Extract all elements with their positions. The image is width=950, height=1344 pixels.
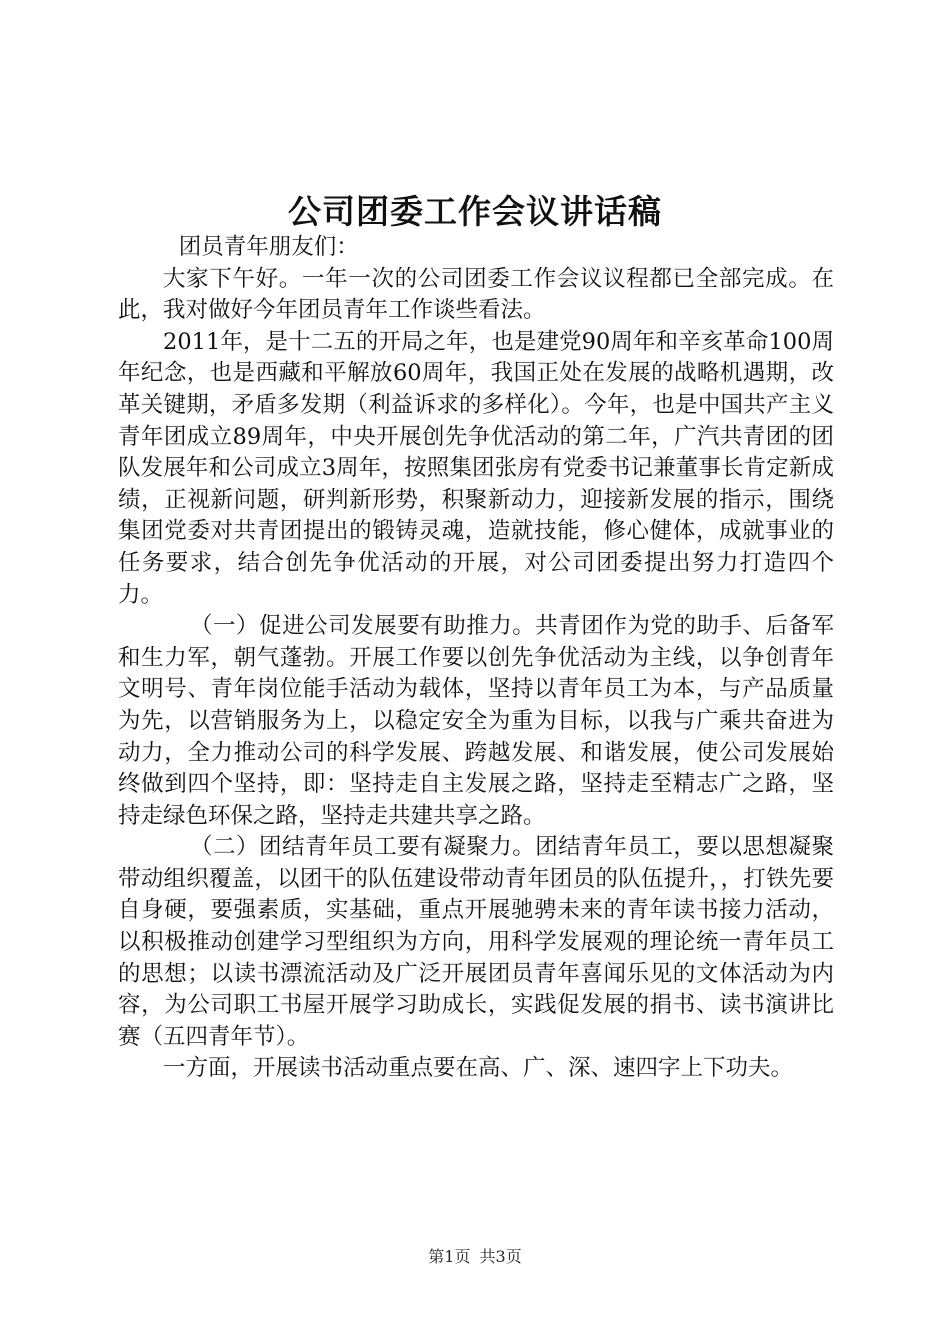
page-footer xyxy=(0,1244,950,1267)
salutation-paragraph: 团员青年朋友们： xyxy=(178,234,359,260)
section-two-paragraph: （二）团结青年员工要有凝聚力。团结青年员工，要以思想凝聚带动组织覆盖，以团干的队伍建设带动青年团员的队伍提升，，打铁先要自身硬，要强素质，实基础，重点开展驰骋未来的青年读书接力活动，以积极推动创建学习型组织为方向，用科学发展观的理论统一青年员工的思想；以读书漂流活动及广泛开展团员青年喜闻乐见的文体活动为内容，为公司职工书屋开展学习助成长，实践促发展的捐书、读书演讲比赛（五四青年节）。 xyxy=(118,834,834,1050)
page-number: 第1页 xyxy=(428,1247,471,1266)
reading-activity-paragraph: 一方面，开展读书活动重点要在高、广、深、速四字上下功夫。 xyxy=(163,1055,794,1082)
page-total: 共3页 xyxy=(479,1247,522,1266)
opening-paragraph: 大家下午好。一年一次的公司团委工作会议议程都已全部完成。在此，我对做好今年团员青年工作谈些看法。 xyxy=(118,265,834,324)
section-one-paragraph: （一）促进公司发展要有助推力。共青团作为党的助手、后备军和生力军，朝气蓬勃。开展工作要以创先争优活动为主线，以争创青年文明号、青年岗位能手活动为载体，坚持以青年员工为本，与产品质量为先，以营销服务为上，以稳定安全为重为目标，以我与广乘共奋进为动力，全力推动公司的科学发展、跨越发展、和谐发展，使公司发展始终做到四个坚持，即：坚持走自主发展之路，坚持走至精志广之路，坚持走绿色环保之路，坚持走共建共享之路。 xyxy=(118,613,834,829)
background-paragraph: 2011年，是十二五的开局之年，也是建党90周年和辛亥革命100周年纪念，也是西藏和平解放60周年，我国正处在发展的战略机遇期，改革关键期，矛盾多发期（利益诉求的多样化）。今年，也是中国共产主义青年团成立89周年，中央开展创先争优活动的第二年，广汽共青团的团队发展年和公司成立3周年，按照集团张房有党委书记兼董事长肯定新成绩，正视新问题，研判新形势，积聚新动力，迎接新发展的指示，围绕集团党委对共青团提出的锻铸灵魂，造就技能，修心健体，成就事业的任务要求，结合创先争优活动的开展，对公司团委提出努力打造四个力。 xyxy=(118,328,834,608)
document-title: 公司团委工作会议讲话稿 xyxy=(288,192,662,231)
document-body xyxy=(118,232,834,1085)
